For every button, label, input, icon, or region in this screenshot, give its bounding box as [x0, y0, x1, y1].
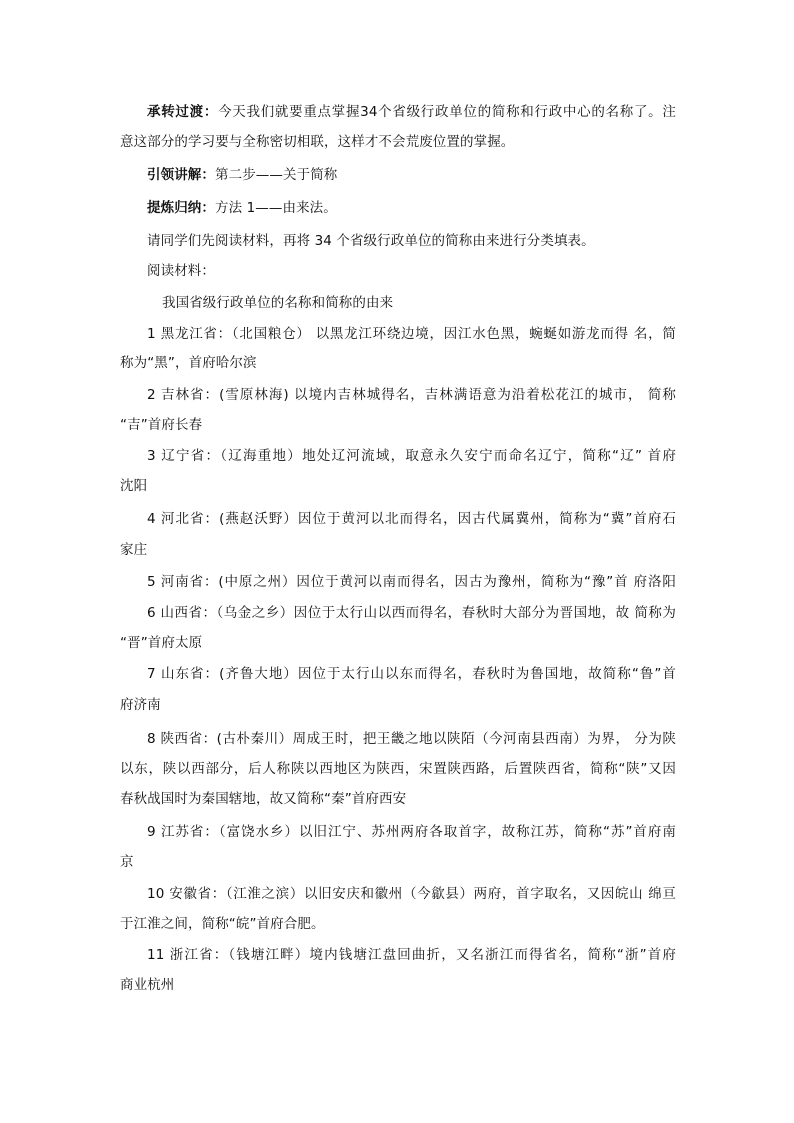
- entry-5-line-1: 5 河南省：(中原之州）因位于黄河以南而得名，因古为豫州，简称为“豫”首 府洛阳: [147, 574, 676, 590]
- transition-text: 今天我们就要重点掌握34个省级行政单位的简称和行政中心的名称了。注: [218, 104, 676, 120]
- material-title: 我国省级行政单位的名称和简称的由来: [162, 295, 394, 311]
- entry-9-line-2: 京: [120, 854, 134, 870]
- entry-6-line-2: “晋”首府太原: [120, 635, 203, 651]
- step-heading: [147, 166, 337, 184]
- entry-7-line-2: 府济南: [120, 697, 161, 713]
- transition-paragraph-line-2: 意这部分的学习要与全称密切相联，这样才不会荒废位置的掌握。: [120, 134, 515, 150]
- entry-4-line-1: 4 河北省：(燕赵沃野）因位于黄河以北而得名，因古代属冀州，简称为“冀”首府石: [147, 511, 676, 527]
- entry-2-line-2: “吉”首府长春: [120, 417, 203, 433]
- entry-3-line-2: 沈阳: [120, 478, 148, 494]
- reading-label: 阅读材料：: [147, 263, 215, 279]
- entry-2-line-1: 2 吉林省：(雪原林海) 以境内吉林城得名，吉林满语意为沿着松花江的城市， 简称: [147, 387, 676, 403]
- entry-11-line-2: 商业杭州: [120, 977, 175, 993]
- method-text: 方法 1——由来法。: [215, 200, 337, 216]
- entry-3-line-1: 3 辽宁省：（辽海重地）地处辽河流域，取意永久安宁而命名辽宁，简称“辽” 首府: [147, 448, 676, 464]
- method-label: 提炼归纳：: [147, 200, 215, 216]
- entry-10-line-2: 于江淮之间，简称“皖”首府合肥。: [120, 916, 325, 932]
- entry-8-line-1: 8 陕西省：(古朴秦川）周成王时，把王畿之地以陕陌（今河南县西南）为界， 分为陕: [147, 731, 676, 747]
- entry-6-line-1: 6 山西省：（乌金之乡）因位于太行山以西而得名，春秋时大部分为晋国地，故 简称为: [147, 605, 676, 621]
- entry-1-line-2: 称为“黑”，首府哈尔滨: [120, 355, 257, 371]
- entry-8-line-3: 春秋战国时为秦国辖地，故又简称“秦”首府西安: [120, 791, 407, 807]
- entry-11-line-1: 11 浙江省：（钱塘江畔）境内钱塘江盘回曲折，又名浙江而得省名，简称“浙”首府: [147, 947, 676, 963]
- entry-7-line-1: 7 山东省：(齐鲁大地）因位于太行山以东而得名，春秋时为鲁国地，故简称“鲁”首: [147, 666, 676, 682]
- transition-label: 承转过渡：: [147, 104, 219, 120]
- method-heading: [147, 199, 337, 217]
- entry-10-line-1: 10 安徽省：（江淮之滨）以旧安庆和徽州（今歙县）两府，首字取名，又因皖山 绵亘: [147, 886, 676, 902]
- entry-8-line-2: 以东，陕以西部分，后人称陕以西地区为陕西，宋置陕西路，后置陕西省，简称“陕”又因: [120, 761, 676, 777]
- entry-1-line-1: 1 黑龙江省：（北国粮仓） 以黑龙江环绕边境，因江水色黑，蜿蜒如游龙而得 名，简: [147, 326, 676, 342]
- step-text: 第二步——关于简称: [215, 167, 338, 183]
- transition-paragraph-line-1: [147, 103, 676, 121]
- entry-4-line-2: 家庄: [120, 542, 148, 558]
- instruction-text: 请同学们先阅读材料，再将 34 个省级行政单位的简称由来进行分类填表。: [147, 233, 595, 249]
- step-label: 引领讲解：: [147, 167, 215, 183]
- entry-9-line-1: 9 江苏省：（富饶水乡）以旧江宁、苏州两府各取首字，故称江苏，简称“苏”首府南: [147, 824, 676, 840]
